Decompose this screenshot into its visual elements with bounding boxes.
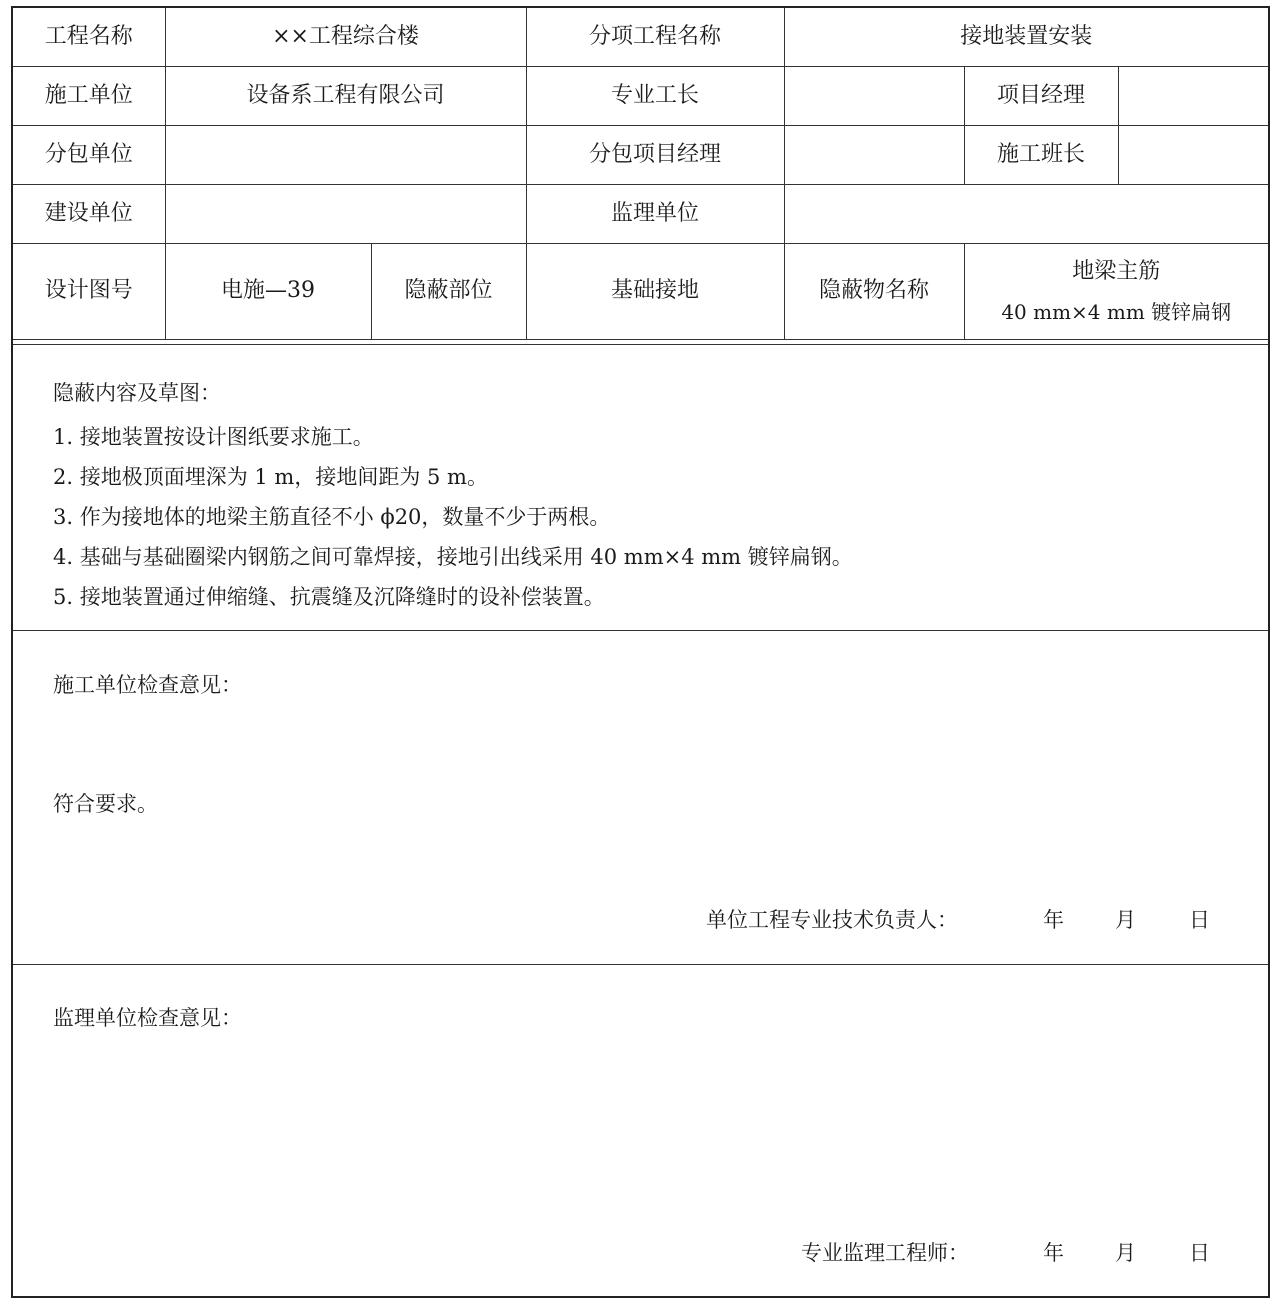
supervision-date-month: 月 bbox=[1115, 1241, 1136, 1265]
hidden-item-value[interactable] bbox=[964, 244, 1268, 340]
supervision-date-day: 日 bbox=[1189, 1241, 1210, 1265]
supervisor-value[interactable] bbox=[784, 185, 1268, 244]
construction-opinion-text[interactable]: 符合要求。 bbox=[53, 792, 158, 816]
construction-unit-label: 施工单位 bbox=[13, 67, 165, 126]
supervision-signer-label: 专业监理工程师： bbox=[801, 1241, 969, 1265]
list-item: 2. 接地极顶面埋深为 1 m，接地间距为 5 m。 bbox=[53, 465, 488, 489]
project-manager-label: 项目经理 bbox=[964, 67, 1118, 126]
foreman-label: 专业工长 bbox=[526, 67, 784, 126]
hidden-item-label: 隐蔽物名称 bbox=[784, 244, 964, 340]
supervision-check-section bbox=[13, 964, 1268, 1296]
sub-manager-value[interactable] bbox=[784, 126, 964, 185]
subcontractor-label: 分包单位 bbox=[13, 126, 165, 185]
project-name-label: 工程名称 bbox=[13, 8, 165, 67]
construction-date-month: 月 bbox=[1115, 908, 1136, 932]
hidden-part-value[interactable]: 基础接地 bbox=[526, 244, 784, 340]
construction-signer-label: 单位工程专业技术负责人： bbox=[706, 908, 958, 932]
sub-project-value[interactable]: 接地装置安装 bbox=[784, 8, 1268, 67]
construction-date-year: 年 bbox=[1043, 908, 1064, 932]
list-item: 5. 接地装置通过伸缩缝、抗震缝及沉降缝时的设补偿装置。 bbox=[53, 585, 605, 609]
hidden-part-label: 隐蔽部位 bbox=[371, 244, 526, 340]
list-item: 1. 接地装置按设计图纸要求施工。 bbox=[53, 425, 374, 449]
supervision-check-title: 监理单位检查意见： bbox=[53, 1006, 242, 1030]
hidden-content-list bbox=[53, 417, 853, 617]
hidden-content-section bbox=[13, 344, 1268, 631]
foreman-value[interactable] bbox=[784, 67, 964, 126]
sub-manager-label: 分包项目经理 bbox=[526, 126, 784, 185]
hidden-item-value-line2: 40 mm×4 mm 镀锌扁钢 bbox=[1001, 299, 1232, 324]
drawing-no-value[interactable]: 电施—39 bbox=[165, 244, 371, 340]
owner-label: 建设单位 bbox=[13, 185, 165, 244]
project-name-value[interactable]: ××工程综合楼 bbox=[165, 8, 526, 67]
header-row bbox=[13, 185, 1268, 244]
construction-check-section bbox=[13, 630, 1268, 965]
sub-project-label: 分项工程名称 bbox=[526, 8, 784, 67]
hidden-content-title: 隐蔽内容及草图： bbox=[53, 381, 221, 405]
construction-date-day: 日 bbox=[1189, 908, 1210, 932]
list-item: 3. 作为接地体的地梁主筋直径不小 ϕ20，数量不少于两根。 bbox=[53, 505, 611, 529]
list-item: 4. 基础与基础圈梁内钢筋之间可靠焊接，接地引出线采用 40 mm×4 mm 镀锌扁钢。 bbox=[53, 545, 853, 569]
hidden-item-value-line1: 地梁主筋 bbox=[1072, 259, 1161, 285]
subcontractor-value[interactable] bbox=[165, 126, 526, 185]
header-row bbox=[13, 126, 1268, 185]
header-row bbox=[13, 67, 1268, 126]
header-table bbox=[13, 8, 1268, 340]
header-row bbox=[13, 244, 1268, 340]
supervision-date-year: 年 bbox=[1043, 1241, 1064, 1265]
project-manager-value[interactable] bbox=[1118, 67, 1268, 126]
team-leader-label: 施工班长 bbox=[964, 126, 1118, 185]
construction-unit-value[interactable]: 设备系工程有限公司 bbox=[165, 67, 526, 126]
supervisor-label: 监理单位 bbox=[526, 185, 784, 244]
owner-value[interactable] bbox=[165, 185, 526, 244]
team-leader-value[interactable] bbox=[1118, 126, 1268, 185]
header-row bbox=[13, 8, 1268, 67]
hidden-works-inspection-form bbox=[11, 6, 1270, 1298]
drawing-no-label: 设计图号 bbox=[13, 244, 165, 340]
construction-check-title: 施工单位检查意见： bbox=[53, 673, 242, 697]
